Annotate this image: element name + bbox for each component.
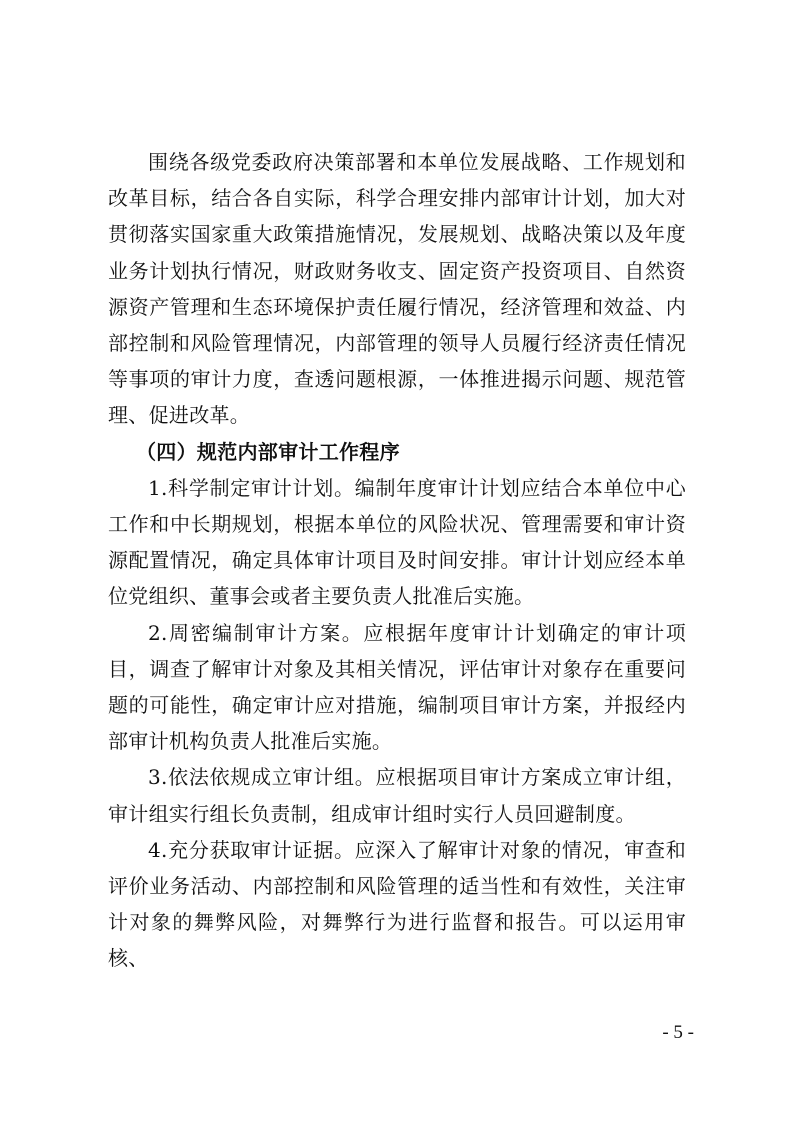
body-paragraph: 围绕各级党委政府决策部署和本单位发展战略、工作规划和改革目标，结合各自实际，科学合理安排内部审计计划，加大对贯彻落实国家重大政策措施情况，发展规划、战略决策以及年度业务计划执行情况，财政财务收支、固定资产投资项目、自然资源资产管理和生态环境保护责任履行情况，经济管理和效益、内部控制和风险管理情况，内部管理的领导人员履行经济责任情况等事项的审计力度，查透问题根源，一体推进揭示问题、规范管理、促进改革。 <box>108 150 686 428</box>
list-item-3: 3.依法依规成立审计组。应根据项目审计方案成立审计组，审计组实行组长负责制，组成审计组时实行人员回避制度。 <box>108 765 686 826</box>
page-number: - 5 - <box>662 1022 694 1043</box>
document-body <box>108 144 686 977</box>
list-item-1: 1.科学制定审计计划。编制年度审计计划应结合本单位中心工作和中长期规划，根据本单位的风险状况、管理需要和审计资源配置情况，确定具体审计项目及时间安排。审计计划应经本单位党组织、董事会或者主要负责人批准后实施。 <box>108 475 686 609</box>
section-heading: （四）规范内部审计工作程序 <box>136 439 400 464</box>
list-item-4: 4.充分获取审计证据。应深入了解审计对象的情况，审查和评价业务活动、内部控制和风险管理的适当性和有效性，关注审计对象的舞弊风险，对舞弊行为进行监督和报告。可以运用审核、 <box>108 837 686 971</box>
list-item-2: 2.周密编制审计方案。应根据年度审计计划确定的审计项目，调查了解审计对象及其相关情况，评估审计对象存在重要问题的可能性，确定审计应对措施，编制项目审计方案，并报经内部审计机构负责人批准后实施。 <box>108 620 686 754</box>
